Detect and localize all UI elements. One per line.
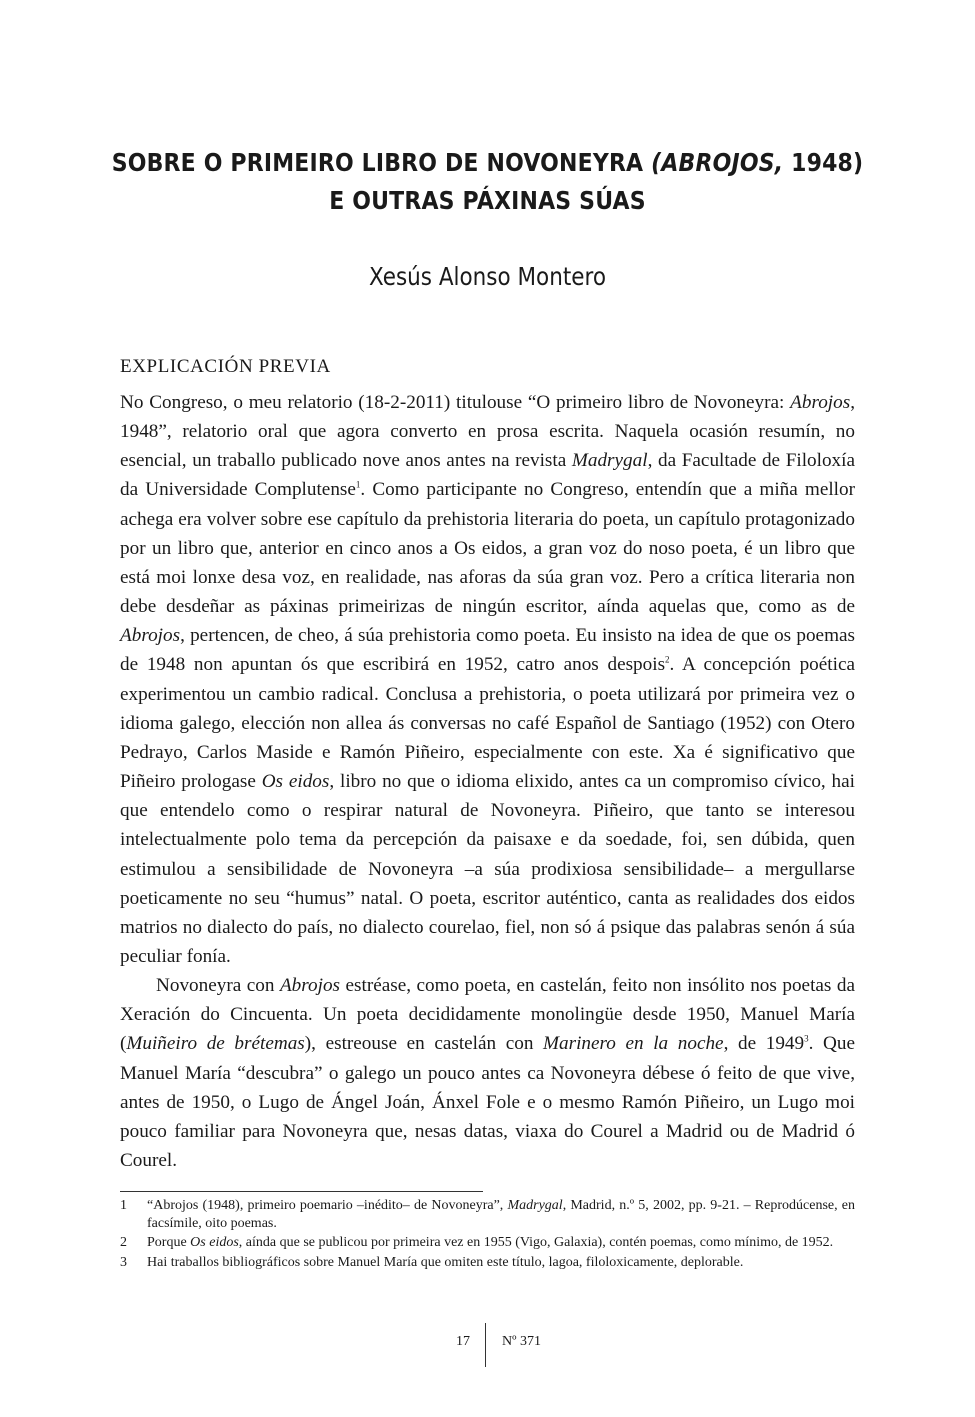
footnote-number: 2 (120, 1235, 127, 1250)
page-number: 17 (456, 1334, 470, 1349)
issue-number: Nº 371 (502, 1334, 541, 1349)
author-name: Xesús Alonso Montero (368, 262, 607, 291)
body-text (120, 388, 855, 1175)
footnote-3 (120, 1254, 855, 1272)
section-heading: EXPLICACIÓN PREVIA (120, 356, 331, 377)
paragraph-1: No Congreso, o meu relatorio (18-2-2011) titulouse “O primeiro libro de Novoneyra: Abrojos, 1948”, relatorio oral que agora converto en prosa escrita. Naquela ocasión resumín, no esencial, un traballo publicado nove anos antes na revista Madrygal, da Facultade de Filoloxía da Universidade Complutense$^1$. Como participante no Congreso, entendín que a miña mellor achega era volver sobre ese capítulo da prehistoria literaria do poeta, un capítulo protagonizado por un libro que, anterior en cinco anos a Os eidos, a gran voz do noso poeta, é un libro que está moi lonxe desa voz, en realidade, nas aforas da súa gran voz. Pero a crítica literaria non debe desdeñar as páxinas primeirizas de ningún escritor, aínda aquelas que, como as de Abrojos, pertencen, de cheo, á súa prehistoria como poeta. Eu insisto na idea de que os poemas de 1948 non apuntan ós que escribirá en 1952, catro anos despois$^2$. A concepción poética experimentou un cambio radical. Conclusa a prehistoria, o poeta utilizará por primeira vez o idioma galego, elección non allea ás conversas no café Español de Santiago (1952) con Otero Pedrayo, Carlos Maside e Ramón Piñeiro, especialmente con este. Xa é significativo que Piñeiro prologase Os eidos, libro no que o idioma elixido, antes ca un compromiso cívico, hai que entendelo como o respirar natural de Novoneyra. Piñeiro, que tanto se interesou intelectualmente polo tema da percepción da paisaxe e da soedade, foi, sen dúbida, quen estimulou a sensibilidade de Novoneyra –a súa prodixiosa sensibilidade– a mergullarse poeticamente no seu “humus” natal. O poeta, escritor auténtico, canta as realidades dos eidos matrios no dialecto do país, no dialecto courelao, fiel, non só á psique das palabras senón á súa peculiar fonía. (120, 392, 856, 967)
footnote-number: 3 (120, 1254, 127, 1270)
footnote-1 (120, 1197, 855, 1232)
footnote-text: “Abrojos (1948), primeiro poemario –inédito– de Novoneyra”, Madrygal, Madrid, n.º 5, 2002, pp. 9-21. – Reprodúcense, en facsímile, oito poemas. (147, 1198, 855, 1231)
title-line-1: SOBRE O PRIMEIRO LIBRO DE NOVONEYRA (ABROJOS, 1948) (111, 148, 864, 177)
footnote-ref-1[interactable]: 1 (355, 480, 361, 491)
title-line-2: E OUTRAS PÁXINAS SÚAS (329, 186, 646, 215)
footnote-text: Porque Os eidos, aínda que se publicou por primeira vez en 1955 (Vigo, Galaxia), contén poemas, como mínimo, de 1952. (147, 1235, 834, 1250)
article-title (111, 144, 863, 220)
footnote-2 (120, 1234, 855, 1252)
page-folio (0, 1323, 975, 1367)
paragraph-2: Novoneyra con Abrojos estréase, como poeta, en castelán, feito non insólito nos poetas da Xeración do Cincuenta. Un poeta decididamente monolingüe desde 1950, Manuel María (Muiñeiro de brétemas), estreouse en castelán con Marinero en la noche, de 1949$^3$. Que Manuel María “descubra” o galego un pouco antes ca Novoneyra débese ó feito de que vive, antes de 1950, o Lugo de Ángel Joán, Ánxel Fole e o mesmo Ramón Piñeiro, un Lugo moi pouco familiar para Novoneyra que, nesas datas, viaxa do Courel a Madrid ou de Madrid ó Courel. (120, 975, 855, 1172)
footnote-text: Hai traballos bibliográficos sobre Manuel María que omiten este título, lagoa, filoloxicamente, deplorable. (147, 1254, 744, 1270)
footnote-ref-2[interactable]: 2 (665, 655, 670, 666)
footnote-number: 1 (120, 1198, 127, 1213)
footnote-divider (120, 1191, 483, 1192)
folio-separator (485, 1323, 486, 1367)
footnotes (120, 1197, 855, 1273)
footnote-ref-3[interactable]: 3 (804, 1034, 809, 1045)
